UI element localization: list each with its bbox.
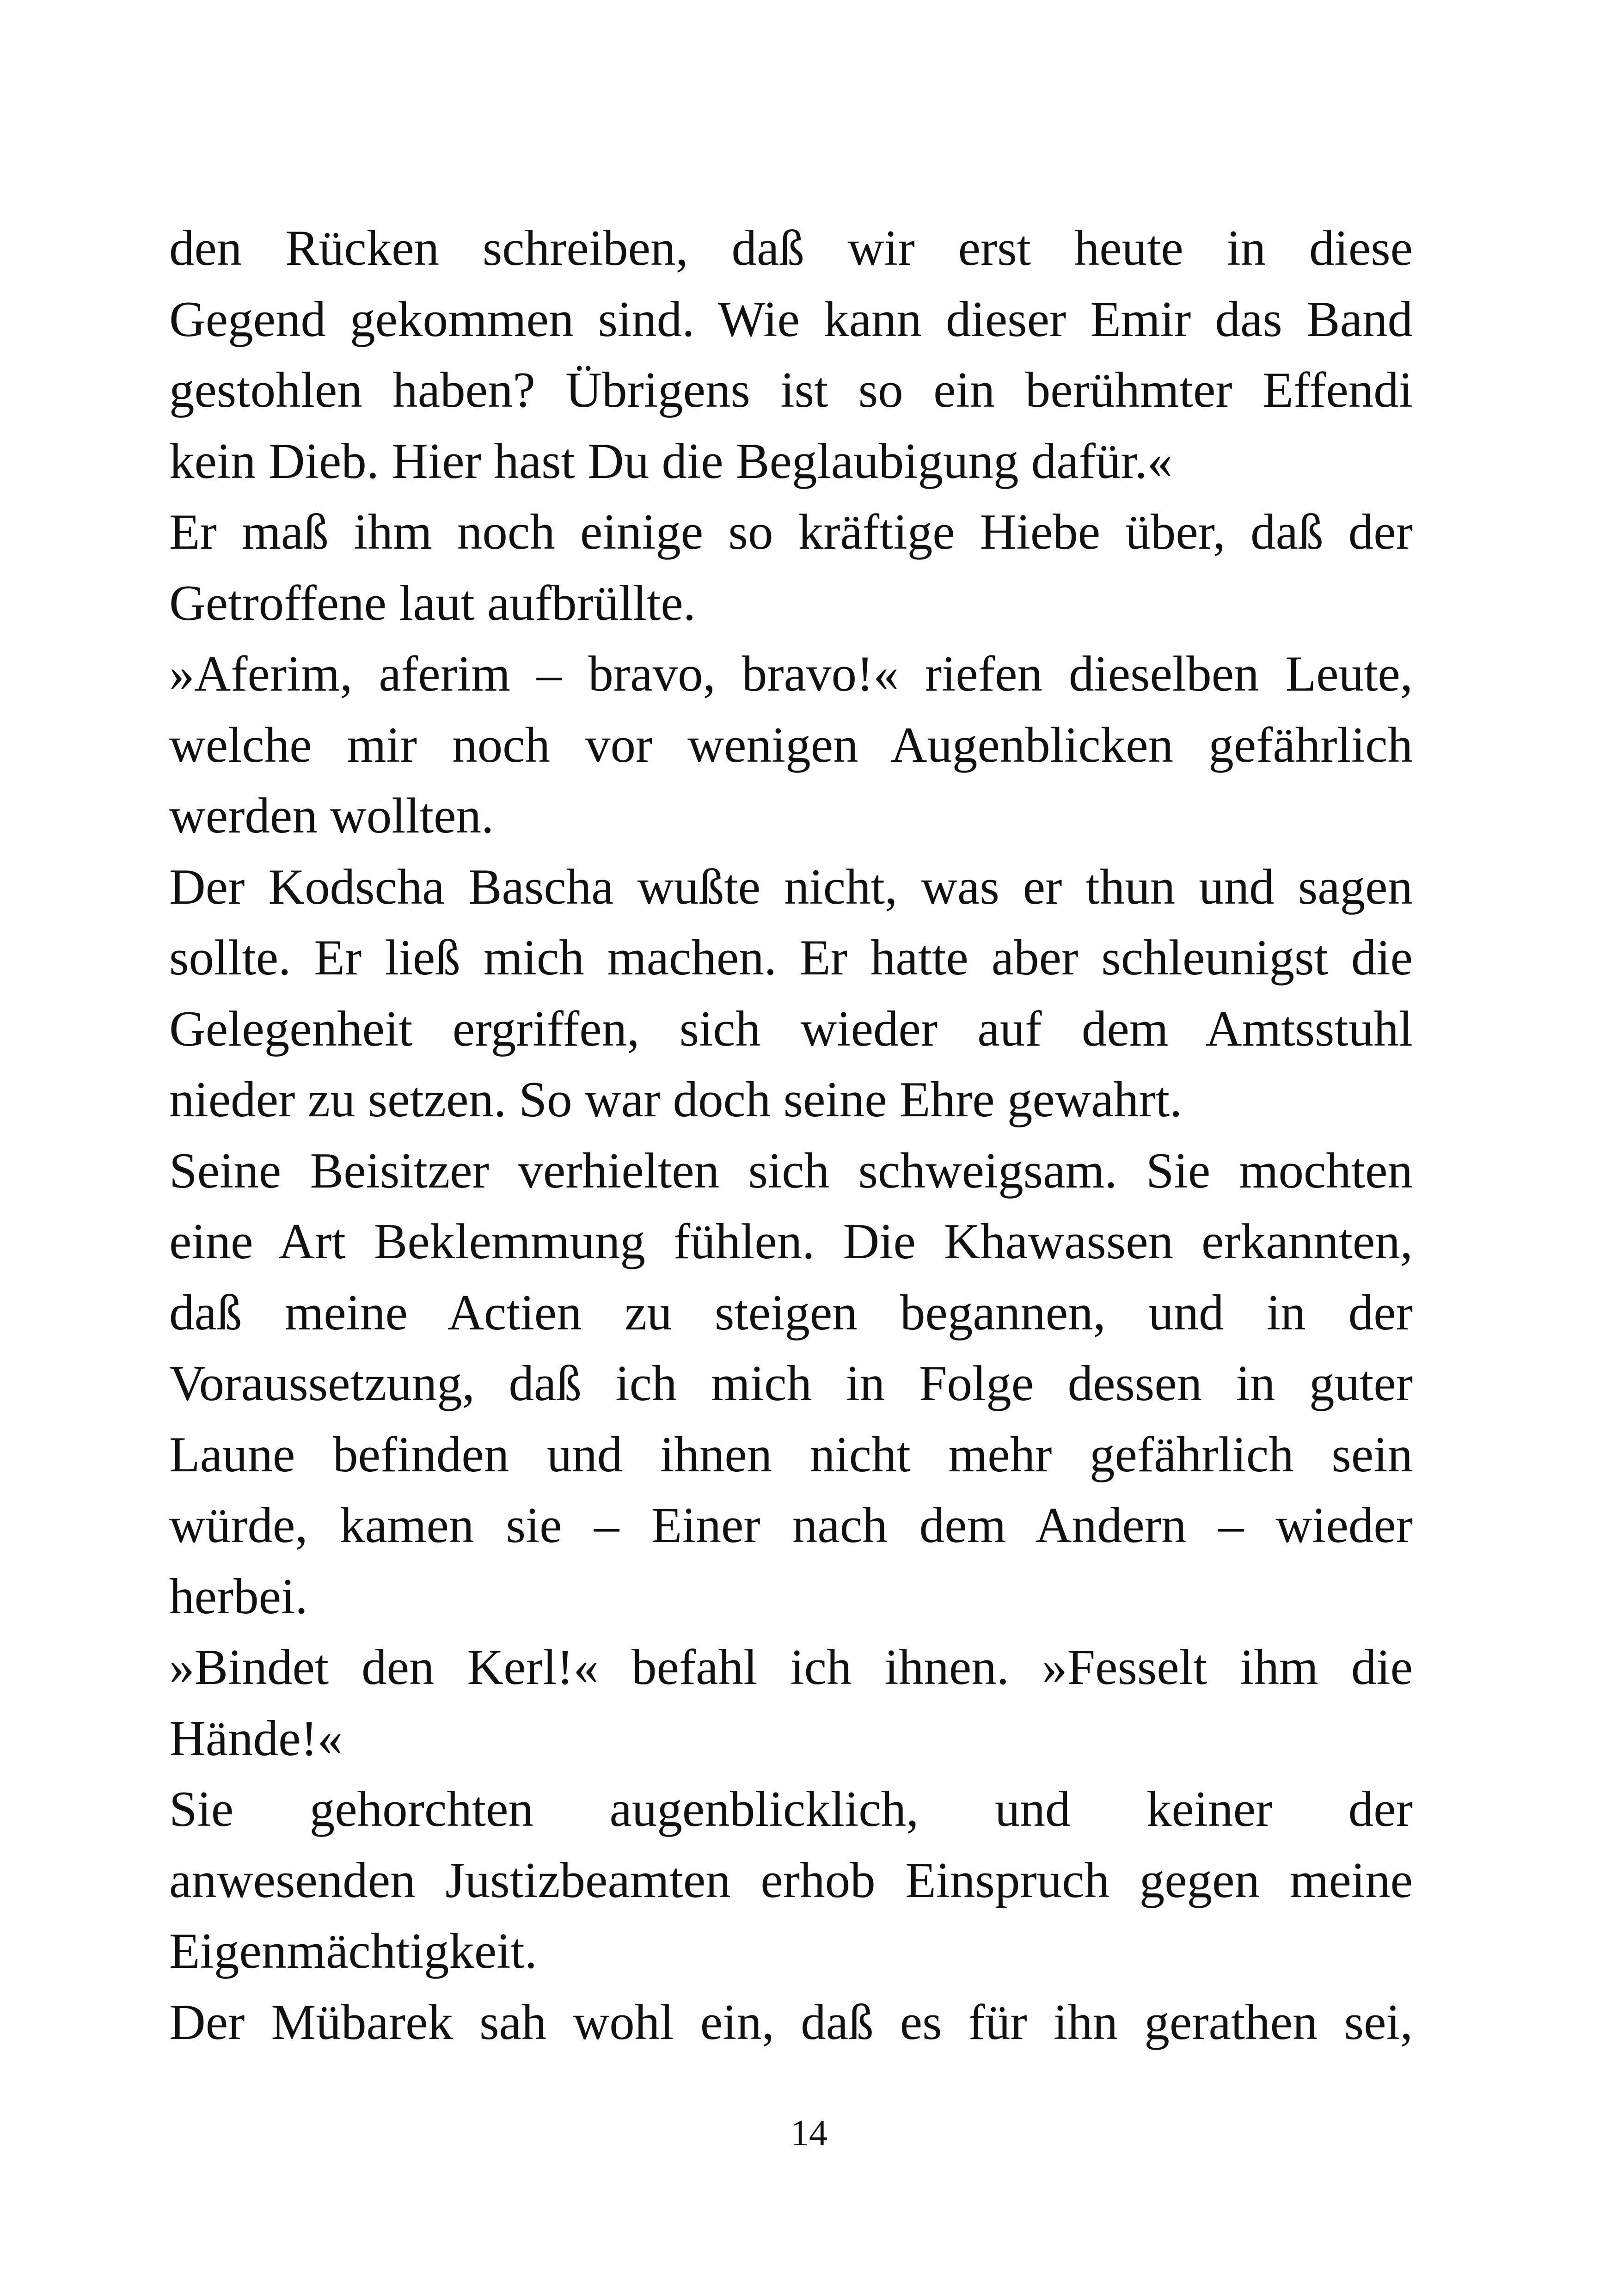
text-line: herbei. <box>169 1568 308 1624</box>
text-line: »Aferim, aferim – bravo, bravo!« riefen dieselben Leute, <box>169 646 1413 702</box>
text-line: Hände!« <box>169 1710 343 1766</box>
text-line: Voraussetzung, daß ich mich in Folge dessen in guter <box>169 1355 1413 1411</box>
text-line: sollte. Er ließ mich machen. Er hatte aber schleunigst die <box>169 930 1413 986</box>
text-line: »Bindet den Kerl!« befahl ich ihnen. »Fesselt ihm die <box>169 1639 1413 1695</box>
text-line: Sie gehorchten augenblicklich, und keiner der <box>169 1781 1413 1837</box>
text-line: Eigenmächtigkeit. <box>169 1923 538 1979</box>
page-body-text <box>169 213 1413 2057</box>
text-line: Laune befinden und ihnen nicht mehr gefährlich sein <box>169 1426 1413 1482</box>
text-line: Der Kodscha Bascha wußte nicht, was er thun und sagen <box>169 858 1413 915</box>
text-line: Seine Beisitzer verhielten sich schweigsam. Sie mochten <box>169 1142 1413 1199</box>
text-line: würde, kamen sie – Einer nach dem Andern – wieder <box>169 1497 1413 1553</box>
text-line: Getroffene laut aufbrüllte. <box>169 575 696 631</box>
text-line: welche mir noch vor wenigen Augenblicken gefährlich <box>169 716 1413 773</box>
text-line: anwesenden Justizbeamten erhob Einspruch gegen meine <box>169 1852 1413 1908</box>
page-number: 14 <box>791 2113 827 2154</box>
text-line: daß meine Actien zu steigen begannen, und in der <box>169 1284 1413 1341</box>
text-line: werden wollten. <box>169 788 494 844</box>
text-line: Gegend gekommen sind. Wie kann dieser Emir das Band <box>169 291 1413 347</box>
text-line: den Rücken schreiben, daß wir erst heute in diese <box>169 220 1413 276</box>
text-line: nieder zu setzen. So war doch seine Ehre gewahrt. <box>169 1071 1183 1127</box>
text-line: kein Dieb. Hier hast Du die Beglaubigung dafür.« <box>169 433 1173 489</box>
text-line: eine Art Beklemmung fühlen. Die Khawassen erkannten, <box>169 1213 1413 1269</box>
text-line: Gelegenheit ergriffen, sich wieder auf dem Amtsstuhl <box>169 1000 1413 1057</box>
text-line: gestohlen haben? Übrigens ist so ein berühmter Effendi <box>169 362 1413 418</box>
text-line: Er maß ihm noch einige so kräftige Hiebe über, daß der <box>169 504 1413 560</box>
text-line: Der Mübarek sah wohl ein, daß es für ihn gerathen sei, <box>169 1994 1413 2050</box>
